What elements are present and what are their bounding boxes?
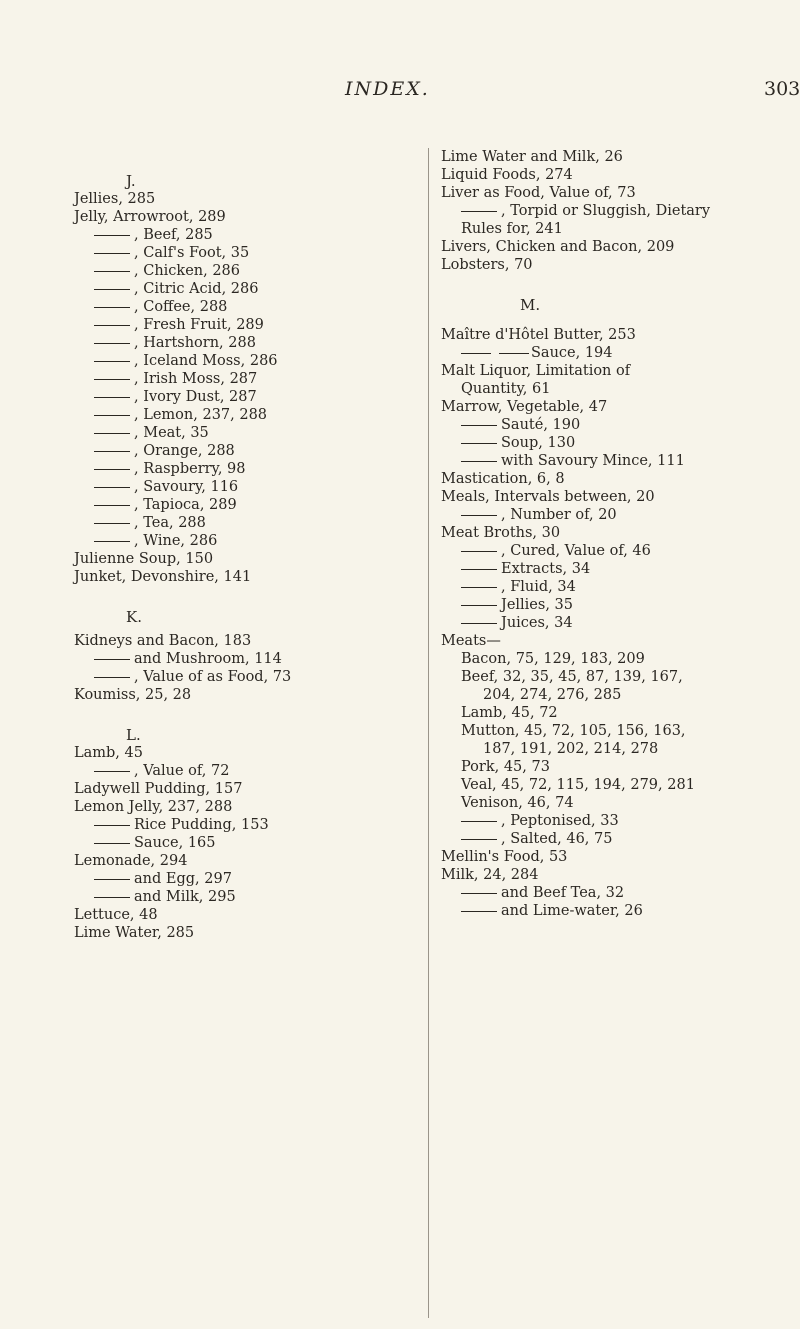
index-entry-text: Maître d'Hôtel Butter, 253 (441, 327, 636, 343)
index-entry-text: Jellies, 35 (501, 597, 573, 613)
index-entry (441, 398, 607, 416)
ditto-dash (94, 677, 130, 678)
index-entry (74, 424, 209, 442)
ditto-dash (461, 587, 497, 588)
ditto-dash (94, 235, 130, 236)
index-entry-text: Lemon Jelly, 237, 288 (74, 799, 233, 815)
index-entry-text: Marrow, Vegetable, 47 (441, 399, 608, 415)
index-entry (441, 668, 683, 686)
index-entry (74, 780, 242, 798)
index-entry-text: , Tapioca, 289 (134, 497, 237, 513)
index-entry (74, 190, 155, 208)
index-entry-text: Jelly, Arrowroot, 289 (74, 209, 226, 225)
index-entry (74, 906, 158, 924)
index-entry-text: Lamb, 45, 72 (461, 705, 558, 721)
ditto-dash (461, 911, 497, 912)
index-entry-text: Beef, 32, 35, 45, 87, 139, 167, (461, 669, 683, 685)
ditto-dash (94, 433, 130, 434)
index-entry (441, 524, 560, 542)
ditto-dash (94, 469, 130, 470)
ditto-dash (94, 397, 130, 398)
index-entry (441, 452, 685, 470)
index-entry (74, 442, 235, 460)
index-entry-text: , Beef, 285 (134, 227, 213, 243)
index-entry-text: , Value of, 72 (134, 763, 230, 779)
section-letter (126, 726, 141, 744)
index-entry-text: , Tea, 288 (134, 515, 206, 531)
index-entry-text: Venison, 46, 74 (461, 795, 574, 811)
index-entry-text: , Irish Moss, 287 (134, 371, 258, 387)
column-divider (428, 148, 429, 1318)
ditto-dash (94, 343, 130, 344)
ditto-dash (94, 289, 130, 290)
index-entry-text: , Fresh Fruit, 289 (134, 317, 264, 333)
ditto-dash (94, 271, 130, 272)
index-entry (441, 326, 636, 344)
index-entry-text: , Chicken, 286 (134, 263, 241, 279)
ditto-dash (461, 821, 497, 822)
index-entry-text: J. (126, 172, 136, 190)
index-entry-text: with Savoury Mince, 111 (501, 453, 685, 469)
index-entry (74, 924, 194, 942)
index-entry (441, 148, 623, 166)
index-entry (441, 758, 550, 776)
index-entry-text: Juices, 34 (501, 615, 573, 631)
index-entry (74, 298, 227, 316)
index-entry-text: Sauce, 165 (134, 835, 216, 851)
index-entry-text: Soup, 130 (501, 435, 576, 451)
index-entry (74, 888, 236, 906)
index-entry (74, 388, 257, 406)
index-entry (441, 596, 573, 614)
index-entry-text: , Lemon, 237, 288 (134, 407, 268, 423)
index-entry-text: Lemonade, 294 (74, 853, 188, 869)
index-entry (74, 744, 143, 762)
index-entry (441, 166, 573, 184)
index-entry (74, 478, 238, 496)
ditto-dash (461, 839, 497, 840)
index-entry-text: Pork, 45, 73 (461, 759, 550, 775)
index-entry-text: , Wine, 286 (134, 533, 218, 549)
index-entry (74, 650, 282, 668)
ditto-dash (461, 623, 497, 624)
index-entry-text: Bacon, 75, 129, 183, 209 (461, 651, 645, 667)
index-entry-text: , Meat, 35 (134, 425, 209, 441)
index-entry (74, 406, 267, 424)
index-entry (74, 686, 191, 704)
index-entry (74, 762, 229, 780)
index-entry (74, 798, 232, 816)
index-entry (74, 668, 291, 686)
index-entry-text: , Citric Acid, 286 (134, 281, 259, 297)
index-entry (74, 816, 269, 834)
index-entry-text: Milk, 24, 284 (441, 867, 539, 883)
index-entry-text: , Orange, 288 (134, 443, 235, 459)
index-entry-text: , Raspberry, 98 (134, 461, 246, 477)
index-entry (441, 614, 573, 632)
index-entry-text: Meals, Intervals between, 20 (441, 489, 655, 505)
index-entry-text: , Coffee, 288 (134, 299, 228, 315)
index-entry-text: Sauce, 194 (531, 345, 613, 361)
index-entry-text: , Salted, 46, 75 (501, 831, 613, 847)
index-entry-text: , Ivory Dust, 287 (134, 389, 257, 405)
index-entry (441, 506, 617, 524)
index-entry-text: Ladywell Pudding, 157 (74, 781, 243, 797)
index-entry-text: and Milk, 295 (134, 889, 236, 905)
ditto-dash (461, 211, 497, 212)
index-entry (441, 740, 658, 758)
index-entry-text: Kidneys and Bacon, 183 (74, 633, 252, 649)
index-entry-text: , Hartshorn, 288 (134, 335, 256, 351)
index-entry (441, 830, 612, 848)
index-entry-text: Jellies, 285 (74, 191, 156, 207)
index-entry-text: Lime Water, 285 (74, 925, 195, 941)
ditto-dash (94, 879, 130, 880)
page-number: 303 (764, 78, 800, 100)
running-head: INDEX. (345, 78, 430, 100)
ditto-dash (94, 451, 130, 452)
ditto-dash (94, 487, 130, 488)
index-entry (441, 902, 643, 920)
index-entry (441, 722, 686, 740)
index-entry-text: Junket, Devonshire, 141 (74, 569, 252, 585)
ditto-dash (499, 353, 529, 354)
index-entry (74, 226, 213, 244)
index-entry-text: Rice Pudding, 153 (134, 817, 269, 833)
index-entry-text: Sauté, 190 (501, 417, 581, 433)
ditto-dash (461, 569, 497, 570)
ditto-dash (94, 361, 130, 362)
index-entry-text: Mastication, 6, 8 (441, 471, 565, 487)
index-entry-text: and Beef Tea, 32 (501, 885, 625, 901)
index-entry-text: 204, 274, 276, 285 (483, 687, 622, 703)
ditto-dash (94, 771, 130, 772)
index-entry-text: Veal, 45, 72, 115, 194, 279, 281 (461, 777, 695, 793)
index-entry (441, 470, 565, 488)
ditto-dash (94, 505, 130, 506)
index-entry-text: and Lime-water, 26 (501, 903, 643, 919)
index-entry-text: Malt Liquor, Limitation of (441, 363, 631, 379)
index-entry (441, 866, 538, 884)
index-entry-text: Mellin's Food, 53 (441, 849, 568, 865)
index-entry (441, 848, 567, 866)
index-entry (74, 834, 216, 852)
ditto-dash (461, 551, 497, 552)
index-entry-text: , Savoury, 116 (134, 479, 239, 495)
index-entry (74, 550, 213, 568)
index-entry (441, 488, 655, 506)
index-entry (441, 238, 674, 256)
section-letter (126, 172, 136, 190)
ditto-dash (94, 825, 130, 826)
index-entry (441, 632, 501, 650)
ditto-dash (94, 307, 130, 308)
index-entry-text: 187, 191, 202, 214, 278 (483, 741, 659, 757)
index-entry-text: K. (126, 608, 142, 626)
index-entry (441, 650, 645, 668)
index-entry-text: Meats— (441, 633, 501, 649)
index-entry (74, 334, 256, 352)
index-entry (441, 776, 695, 794)
index-entry-text: , Value of as Food, 73 (134, 669, 292, 685)
ditto-dash (94, 379, 130, 380)
index-entry-text: and Mushroom, 114 (134, 651, 282, 667)
index-entry-text: Lettuce, 48 (74, 907, 158, 923)
index-entry-text: Mutton, 45, 72, 105, 156, 163, (461, 723, 686, 739)
index-entry-text: L. (126, 726, 141, 744)
index-entry (441, 202, 710, 220)
index-entry-text: and Egg, 297 (134, 871, 232, 887)
index-entry (441, 416, 580, 434)
index-entry (441, 362, 630, 380)
index-entry-text: Liquid Foods, 274 (441, 167, 573, 183)
index-entry-text: Julienne Soup, 150 (74, 551, 214, 567)
index-entry (441, 884, 624, 902)
ditto-dash (94, 415, 130, 416)
ditto-dash (94, 541, 130, 542)
index-entry (441, 220, 563, 238)
ditto-dash (94, 523, 130, 524)
index-entry-text: Extracts, 34 (501, 561, 591, 577)
index-entry-text: Quantity, 61 (461, 381, 551, 397)
index-entry (441, 256, 533, 274)
index-entry (74, 568, 251, 586)
index-entry (74, 280, 258, 298)
index-entry (441, 560, 590, 578)
index-entry-text: , Torpid or Sluggish, Dietary (501, 203, 711, 219)
ditto-dash (461, 893, 497, 894)
index-entry (441, 184, 636, 202)
ditto-dash (461, 425, 497, 426)
index-entry (441, 686, 621, 704)
ditto-dash (94, 659, 130, 660)
index-entry-text: Liver as Food, Value of, 73 (441, 185, 636, 201)
index-entry (441, 344, 613, 362)
ditto-dash (94, 325, 130, 326)
index-entry-text: Rules for, 241 (461, 221, 563, 237)
index-entry (74, 870, 232, 888)
index-entry-text: Livers, Chicken and Bacon, 209 (441, 239, 675, 255)
ditto-dash (461, 443, 497, 444)
section-letter (126, 608, 142, 626)
index-entry (74, 208, 226, 226)
index-entry-text: , Number of, 20 (501, 507, 617, 523)
index-entry (74, 262, 240, 280)
index-entry (441, 380, 550, 398)
index-entry (74, 632, 251, 650)
index-entry (74, 244, 249, 262)
index-entry (441, 704, 558, 722)
index-entry (74, 496, 237, 514)
index-entry (441, 812, 619, 830)
ditto-dash (461, 515, 497, 516)
index-entry (74, 852, 187, 870)
index-entry-text: Lime Water and Milk, 26 (441, 149, 623, 165)
index-entry (74, 352, 278, 370)
index-entry (441, 794, 574, 812)
ditto-dash (461, 353, 491, 354)
index-entry-text: Meat Broths, 30 (441, 525, 561, 541)
ditto-dash (461, 605, 497, 606)
index-entry (441, 434, 575, 452)
index-entry-text: , Peptonised, 33 (501, 813, 619, 829)
index-entry-text: , Cured, Value of, 46 (501, 543, 651, 559)
ditto-dash (461, 461, 497, 462)
index-entry-text: , Fluid, 34 (501, 579, 576, 595)
index-entry-text: Lamb, 45 (74, 745, 143, 761)
index-entry (441, 542, 651, 560)
index-entry (74, 532, 217, 550)
index-entry-text: Koumiss, 25, 28 (74, 687, 192, 703)
index-entry (441, 578, 576, 596)
index-entry-text: Lobsters, 70 (441, 257, 533, 273)
index-entry-text: , Iceland Moss, 286 (134, 353, 278, 369)
ditto-dash (94, 843, 130, 844)
index-entry (74, 460, 246, 478)
index-entry-text: M. (520, 296, 541, 314)
index-entry-text: , Calf's Foot, 35 (134, 245, 250, 261)
index-entry (74, 370, 257, 388)
section-letter (520, 296, 540, 314)
index-entry (74, 316, 264, 334)
index-entry (74, 514, 206, 532)
ditto-dash (94, 897, 130, 898)
ditto-dash (94, 253, 130, 254)
